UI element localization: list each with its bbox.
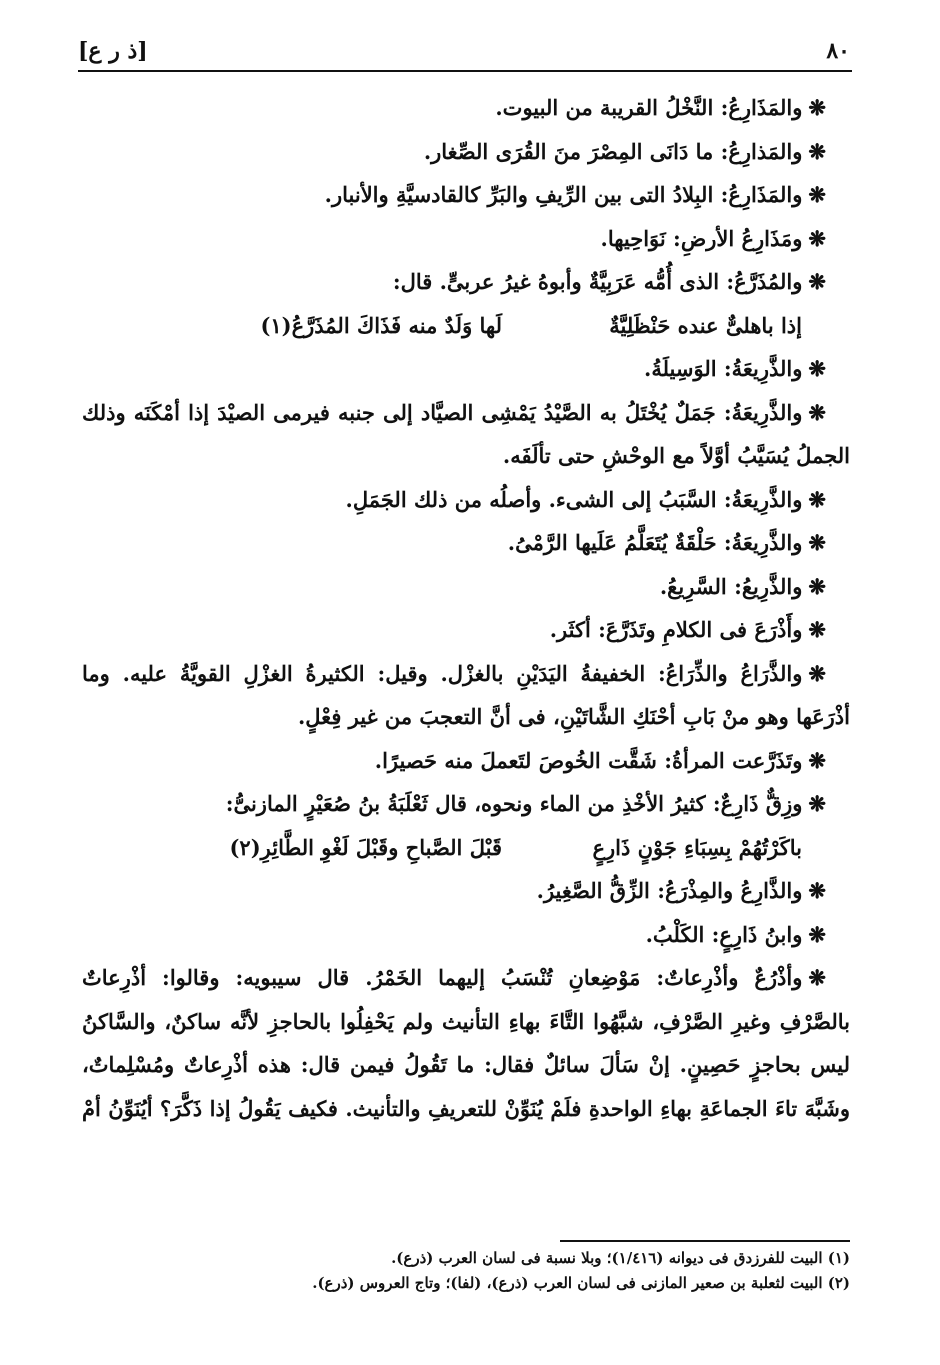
paragraph-line: وشَبَّهَ تاءَ الجماعَةِ بهاءِ الواحدةِ فلَمْ يُنَوِّنْ للتعريفِ والتأنيث. فكيف يَقُولُ إذا ذَكَّرَ؟ أيُنَوِّنُ أمْ [82, 1095, 850, 1121]
paragraph-line: ❋والذَّرَاعُ والذِّرَاعُ: الخفيفةُ اليَدَيْنِ بالغزْل. وقيل: الكثيرةُ الغزْلِ القويَّةُ عليه. وما [82, 660, 827, 686]
star-marker: ❋ [808, 965, 826, 990]
entry-line: ❋وزِقٌّ ذَارِعٌ: كثيرُ الأخْذِ من الماء ونحوه، قال ثَعْلَبَةُ بنُ صُعَيْرٍ المازنىُّ: [225, 791, 826, 816]
header-rule [78, 70, 852, 72]
paragraph-line: ❋والذَّرِيعَةُ: جَمَلٌ يُخْتَلُ به الصَّيْدُ يَمْشِى الصيَّاد إلى جنبه فيرمى الصيْدَ إذا أمْكَنَه وذلك [82, 399, 826, 425]
entry-line: ❋والمَذَارِعُ: النَّخْلُ القريبة من البيوت. [495, 95, 826, 120]
star-marker: ❋ [808, 138, 826, 164]
star-marker: ❋ [808, 791, 826, 816]
star-marker: ❋ [808, 486, 826, 512]
star-marker: ❋ [808, 573, 826, 599]
entry-line: ❋والذَّرِيعُ: السَّرِيعُ. [659, 573, 826, 599]
footnote-rule [560, 1240, 850, 1242]
root-word-heading: [ذ ر ع] [78, 38, 148, 64]
paragraph-line: بالصَّرْفِ وغيرِ الصَّرْفِ، شبَّهُوا التَّاءَ بهاءِ التأنيث ولم يَحْفِلُوا بالحاجزِ لأنَّه ساكنٌ، والسَّاكنُ [82, 1008, 850, 1034]
star-marker: ❋ [808, 182, 826, 207]
star-marker: ❋ [808, 95, 826, 120]
verse-hemistich-second: لَها وَلَدٌ منه فَذَاكَ المُذَرَّعُ(١) [260, 312, 502, 338]
star-marker: ❋ [808, 878, 826, 903]
verse-hemistich-first: إذا باهلىٌّ عنده حَنْظَلِيَّةٌ [609, 312, 802, 338]
entry-line: ❋والذَّرِيعَةُ: الوَسِيلَةُ. [644, 356, 826, 381]
entry-line: ❋والذَّارِعُ والمِذْرَعُ: الزِّقُّ الصَّغِيرُ. [536, 878, 826, 903]
entry-line: ❋والمَذارِعُ: ما دَانَى المِصْرَ منَ القُرَى الصِّغار. [423, 138, 826, 164]
star-marker: ❋ [808, 660, 827, 686]
entry-line: ❋وتَذَرَّعت المرأةُ: شَقَّت الخُوصَ لتَعملَ منه حَصيرًا. [374, 747, 826, 773]
entry-line: ❋والمَذَارِعُ: البِلادُ التى بين الرِّيفِ والبَرِّ كالقادسيَّةِ والأنبار. [324, 182, 826, 207]
footnotes [100, 1246, 850, 1296]
star-marker: ❋ [808, 747, 826, 773]
star-marker: ❋ [808, 530, 826, 555]
entry-line: ❋والذَّرِيعَةُ: السَّبَبُ إلى الشىء. وأصلُه من ذلك الجَمَلِ. [345, 486, 826, 512]
paragraph-line: أذْرَعَها وهو منْ بَابِ أحْنَكِ الشَّاتَيْنِ، فى أنَّ التعجبَ من غير فِعْلٍ. [297, 704, 850, 729]
entry-line: ❋وابنُ ذَارِعٍ: الكَلْبُ. [645, 921, 826, 947]
verse-line [82, 304, 850, 348]
entry-line: ❋ومَذَارِعُ الأرضِ: نَوَاحِيها. [600, 225, 826, 251]
verse-line [82, 826, 850, 870]
paragraph-line: ليس بحاجزٍ حَصِينٍ. إنْ سَألَ سائلٌ فقال: ما تَقُولُ فيمن قال: هذه أذْرِعاتٌ ومُسْلِماتٌ، [82, 1052, 850, 1077]
verse-hemistich-first: باكَرْتُهُمْ بِسِبَاءِ جَوْنٍ ذَارِعٍ [592, 834, 802, 860]
page-header [78, 38, 850, 72]
page-number: ٨٠ [826, 38, 850, 64]
star-marker: ❋ [808, 356, 826, 381]
dictionary-body [82, 86, 850, 1130]
paragraph-line: ❋وأذْرُعٌ وأذْرِعاتٌ: مَوْضِعانِ تُنْسَبُ إليهما الخَمْرُ. قال سيبويه: وقالوا: أذْرِعاتٌ [82, 965, 826, 990]
entry-line: ❋وأَذْرَعَ فى الكلامِ وتَذَرَّعَ: أكثَر. [549, 617, 826, 642]
star-marker: ❋ [808, 269, 826, 294]
star-marker: ❋ [808, 617, 826, 642]
star-marker: ❋ [808, 399, 826, 425]
footnote: (١) البيت للفرزدق فى ديوانه (١/٤١٦)؛ وبلا نسبة فى لسان العرب (ذرع). [391, 1249, 850, 1267]
verse-hemistich-second: قَبْلَ الصَّباحِ وقَبْلَ لَغْوِ الطَّائِرِ(٢) [229, 834, 502, 860]
star-marker: ❋ [808, 225, 826, 251]
footnote: (٢) البيت لثعلبة بن صعير المازنى فى لسان العرب (ذرع)، (لفا)؛ وتاج العروس (ذرع). [312, 1274, 850, 1292]
paragraph-line: الجملُ يُسَيَّبُ أوَّلاً مع الوحْشِ حتى تألَفَه. [502, 443, 850, 468]
entry-line: ❋والمُذَرَّعُ: الذى أُمُّه عَرَبِيَّةٌ وأبوهُ غيرُ عربىٍّ. قال: [392, 269, 826, 294]
entry-line: ❋والذَّرِيعَةُ: حَلْقَةٌ يُتَعَلَّمُ عَلَيها الرَّمْىُ. [507, 530, 826, 555]
star-marker: ❋ [808, 921, 826, 947]
